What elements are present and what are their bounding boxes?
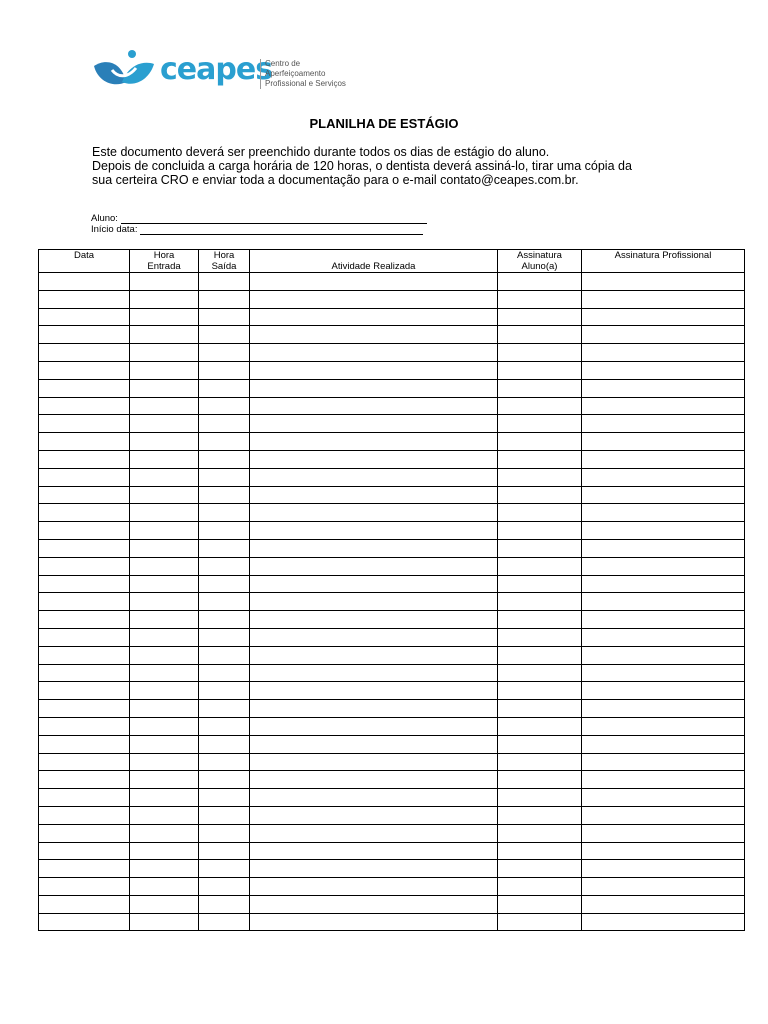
cell-hora-saida[interactable] — [199, 753, 250, 771]
cell-atividade[interactable] — [250, 878, 498, 896]
table-row — [39, 753, 745, 771]
cell-assinatura-aluno[interactable] — [498, 273, 582, 291]
cell-atividade[interactable] — [250, 504, 498, 522]
aluno-label: Aluno: — [91, 213, 118, 224]
cell-atividade[interactable] — [250, 753, 498, 771]
cell-data[interactable] — [39, 913, 130, 931]
table-row — [39, 575, 745, 593]
cell-data[interactable] — [39, 326, 130, 344]
cell-hora-saida[interactable] — [199, 344, 250, 362]
cell-hora-entrada[interactable] — [130, 895, 199, 913]
cell-hora-saida[interactable] — [199, 486, 250, 504]
cell-assinatura-aluno[interactable] — [498, 717, 582, 735]
cell-atividade[interactable] — [250, 735, 498, 753]
table-row — [39, 611, 745, 629]
cell-atividade[interactable] — [250, 397, 498, 415]
cell-assinatura-profissional[interactable] — [582, 415, 745, 433]
col-header-data: Data — [39, 250, 130, 273]
cell-assinatura-aluno[interactable] — [498, 735, 582, 753]
col-header-atividade: Atividade Realizada — [250, 250, 498, 273]
inicio-data-label: Início data: — [91, 224, 138, 235]
col-header-hora-saida: Hora Saída — [199, 250, 250, 273]
cell-assinatura-profissional[interactable] — [582, 575, 745, 593]
cell-hora-entrada[interactable] — [130, 486, 199, 504]
cell-data[interactable] — [39, 664, 130, 682]
cell-assinatura-aluno[interactable] — [498, 771, 582, 789]
cell-atividade[interactable] — [250, 575, 498, 593]
cell-assinatura-profissional[interactable] — [582, 895, 745, 913]
cell-atividade[interactable] — [250, 468, 498, 486]
cell-hora-entrada[interactable] — [130, 468, 199, 486]
table-row — [39, 842, 745, 860]
cell-hora-saida[interactable] — [199, 771, 250, 789]
cell-assinatura-profissional[interactable] — [582, 379, 745, 397]
cell-hora-saida[interactable] — [199, 522, 250, 540]
table-row — [39, 682, 745, 700]
cell-atividade[interactable] — [250, 913, 498, 931]
cell-hora-saida[interactable] — [199, 557, 250, 575]
cell-assinatura-aluno[interactable] — [498, 326, 582, 344]
cell-assinatura-profissional[interactable] — [582, 593, 745, 611]
cell-atividade[interactable] — [250, 415, 498, 433]
cell-atividade[interactable] — [250, 486, 498, 504]
cell-assinatura-aluno[interactable] — [498, 450, 582, 468]
cell-assinatura-aluno[interactable] — [498, 379, 582, 397]
cell-hora-saida[interactable] — [199, 913, 250, 931]
cell-assinatura-profissional[interactable] — [582, 628, 745, 646]
inicio-data-field — [91, 224, 423, 235]
table-row — [39, 646, 745, 664]
cell-assinatura-aluno[interactable] — [498, 361, 582, 379]
col-header-assinatura-profissional: Assinatura Profissional — [582, 250, 745, 273]
col-header-hora-entrada: Hora Entrada — [130, 250, 199, 273]
table-row — [39, 771, 745, 789]
cell-hora-entrada[interactable] — [130, 860, 199, 878]
cell-hora-entrada[interactable] — [130, 753, 199, 771]
cell-hora-saida[interactable] — [199, 806, 250, 824]
cell-assinatura-aluno[interactable] — [498, 344, 582, 362]
cell-hora-saida[interactable] — [199, 842, 250, 860]
cell-assinatura-profissional[interactable] — [582, 789, 745, 807]
cell-hora-entrada[interactable] — [130, 290, 199, 308]
table-row — [39, 273, 745, 291]
cell-atividade[interactable] — [250, 895, 498, 913]
cell-assinatura-profissional[interactable] — [582, 433, 745, 451]
cell-atividade[interactable] — [250, 450, 498, 468]
cell-assinatura-profissional[interactable] — [582, 326, 745, 344]
table-row — [39, 361, 745, 379]
cell-data[interactable] — [39, 308, 130, 326]
cell-hora-entrada[interactable] — [130, 789, 199, 807]
table-row — [39, 504, 745, 522]
brand-name: ceapes — [160, 52, 273, 87]
cell-assinatura-profissional[interactable] — [582, 913, 745, 931]
cell-hora-entrada[interactable] — [130, 628, 199, 646]
cell-hora-entrada[interactable] — [130, 842, 199, 860]
cell-hora-saida[interactable] — [199, 664, 250, 682]
cell-hora-saida[interactable] — [199, 397, 250, 415]
cell-data[interactable] — [39, 522, 130, 540]
cell-assinatura-aluno[interactable] — [498, 842, 582, 860]
cell-atividade[interactable] — [250, 806, 498, 824]
table-row — [39, 344, 745, 362]
cell-hora-entrada[interactable] — [130, 717, 199, 735]
cell-atividade[interactable] — [250, 860, 498, 878]
cell-hora-saida[interactable] — [199, 735, 250, 753]
cell-assinatura-profissional[interactable] — [582, 361, 745, 379]
cell-hora-entrada[interactable] — [130, 397, 199, 415]
cell-assinatura-profissional[interactable] — [582, 450, 745, 468]
cell-atividade[interactable] — [250, 290, 498, 308]
table-row — [39, 450, 745, 468]
cell-hora-saida[interactable] — [199, 379, 250, 397]
cell-assinatura-aluno[interactable] — [498, 611, 582, 629]
cell-data[interactable] — [39, 824, 130, 842]
cell-assinatura-aluno[interactable] — [498, 700, 582, 718]
cell-data[interactable] — [39, 539, 130, 557]
cell-assinatura-aluno[interactable] — [498, 539, 582, 557]
cell-data[interactable] — [39, 433, 130, 451]
cell-hora-saida[interactable] — [199, 717, 250, 735]
cell-hora-saida[interactable] — [199, 860, 250, 878]
cell-data[interactable] — [39, 860, 130, 878]
cell-hora-saida[interactable] — [199, 700, 250, 718]
cell-atividade[interactable] — [250, 308, 498, 326]
cell-hora-entrada[interactable] — [130, 735, 199, 753]
cell-hora-entrada[interactable] — [130, 664, 199, 682]
cell-hora-entrada[interactable] — [130, 913, 199, 931]
cell-assinatura-aluno[interactable] — [498, 789, 582, 807]
cell-assinatura-aluno[interactable] — [498, 593, 582, 611]
cell-data[interactable] — [39, 273, 130, 291]
table-row — [39, 539, 745, 557]
cell-hora-entrada[interactable] — [130, 379, 199, 397]
internship-log-table — [38, 249, 745, 931]
instructions — [92, 145, 692, 187]
cell-hora-saida[interactable] — [199, 361, 250, 379]
cell-assinatura-profissional[interactable] — [582, 397, 745, 415]
cell-atividade[interactable] — [250, 646, 498, 664]
cell-assinatura-aluno[interactable] — [498, 895, 582, 913]
cell-data[interactable] — [39, 486, 130, 504]
table-row — [39, 308, 745, 326]
cell-hora-saida[interactable] — [199, 308, 250, 326]
cell-hora-saida[interactable] — [199, 575, 250, 593]
cell-hora-saida[interactable] — [199, 450, 250, 468]
cell-atividade[interactable] — [250, 522, 498, 540]
cell-assinatura-profissional[interactable] — [582, 646, 745, 664]
cell-atividade[interactable] — [250, 433, 498, 451]
cell-data[interactable] — [39, 450, 130, 468]
cell-data[interactable] — [39, 717, 130, 735]
cell-atividade[interactable] — [250, 557, 498, 575]
cell-hora-saida[interactable] — [199, 273, 250, 291]
cell-atividade[interactable] — [250, 771, 498, 789]
cell-hora-entrada[interactable] — [130, 682, 199, 700]
cell-atividade[interactable] — [250, 700, 498, 718]
cell-assinatura-aluno[interactable] — [498, 878, 582, 896]
cell-hora-entrada[interactable] — [130, 593, 199, 611]
table-row — [39, 895, 745, 913]
aluno-blank-line[interactable] — [121, 215, 427, 224]
table-body — [39, 273, 745, 931]
cell-data[interactable] — [39, 682, 130, 700]
cell-hora-saida[interactable] — [199, 895, 250, 913]
table-row — [39, 397, 745, 415]
cell-atividade[interactable] — [250, 824, 498, 842]
cell-assinatura-aluno[interactable] — [498, 308, 582, 326]
cell-assinatura-profissional[interactable] — [582, 611, 745, 629]
cell-assinatura-profissional[interactable] — [582, 735, 745, 753]
cell-atividade[interactable] — [250, 539, 498, 557]
table-row — [39, 913, 745, 931]
ceapes-logo — [92, 48, 362, 92]
cell-assinatura-aluno[interactable] — [498, 646, 582, 664]
cell-data[interactable] — [39, 842, 130, 860]
cell-assinatura-aluno[interactable] — [498, 575, 582, 593]
cell-assinatura-aluno[interactable] — [498, 415, 582, 433]
cell-data[interactable] — [39, 611, 130, 629]
cell-assinatura-aluno[interactable] — [498, 860, 582, 878]
cell-data[interactable] — [39, 878, 130, 896]
cell-hora-saida[interactable] — [199, 682, 250, 700]
cell-hora-saida[interactable] — [199, 504, 250, 522]
cell-hora-saida[interactable] — [199, 433, 250, 451]
table-row — [39, 789, 745, 807]
cell-data[interactable] — [39, 700, 130, 718]
cell-data[interactable] — [39, 735, 130, 753]
cell-hora-entrada[interactable] — [130, 326, 199, 344]
cell-atividade[interactable] — [250, 326, 498, 344]
table-row — [39, 824, 745, 842]
cell-atividade[interactable] — [250, 593, 498, 611]
table-row — [39, 468, 745, 486]
cell-data[interactable] — [39, 557, 130, 575]
cell-atividade[interactable] — [250, 628, 498, 646]
instructions-line: sua certeira CRO e enviar toda a documentação para o e-mail contato@ceapes.com.br. — [92, 173, 579, 187]
cell-hora-entrada[interactable] — [130, 308, 199, 326]
instructions-line: Este documento deverá ser preenchido durante todos os dias de estágio do aluno. — [92, 145, 550, 159]
cell-assinatura-aluno[interactable] — [498, 664, 582, 682]
cell-hora-saida[interactable] — [199, 468, 250, 486]
cell-hora-entrada[interactable] — [130, 878, 199, 896]
cell-assinatura-aluno[interactable] — [498, 290, 582, 308]
cell-hora-saida[interactable] — [199, 326, 250, 344]
cell-data[interactable] — [39, 468, 130, 486]
cell-atividade[interactable] — [250, 379, 498, 397]
cell-assinatura-profissional[interactable] — [582, 717, 745, 735]
table-row — [39, 806, 745, 824]
cell-assinatura-aluno[interactable] — [498, 557, 582, 575]
cell-data[interactable] — [39, 646, 130, 664]
cell-data[interactable] — [39, 789, 130, 807]
cell-hora-entrada[interactable] — [130, 771, 199, 789]
cell-data[interactable] — [39, 895, 130, 913]
cell-assinatura-aluno[interactable] — [498, 628, 582, 646]
cell-hora-entrada[interactable] — [130, 361, 199, 379]
cell-assinatura-profissional[interactable] — [582, 806, 745, 824]
cell-hora-saida[interactable] — [199, 878, 250, 896]
cell-hora-entrada[interactable] — [130, 646, 199, 664]
cell-hora-saida[interactable] — [199, 290, 250, 308]
inicio-data-blank-line[interactable] — [140, 226, 423, 235]
cell-assinatura-profissional[interactable] — [582, 522, 745, 540]
cell-hora-entrada[interactable] — [130, 450, 199, 468]
table-row — [39, 628, 745, 646]
cell-assinatura-aluno[interactable] — [498, 824, 582, 842]
cell-hora-entrada[interactable] — [130, 611, 199, 629]
table-row — [39, 290, 745, 308]
cell-atividade[interactable] — [250, 664, 498, 682]
cell-assinatura-aluno[interactable] — [498, 504, 582, 522]
cell-hora-entrada[interactable] — [130, 415, 199, 433]
cell-atividade[interactable] — [250, 344, 498, 362]
cell-hora-entrada[interactable] — [130, 504, 199, 522]
cell-assinatura-profissional[interactable] — [582, 539, 745, 557]
cell-atividade[interactable] — [250, 789, 498, 807]
cell-assinatura-aluno[interactable] — [498, 806, 582, 824]
cell-assinatura-profissional[interactable] — [582, 557, 745, 575]
cell-atividade[interactable] — [250, 273, 498, 291]
cell-hora-saida[interactable] — [199, 593, 250, 611]
table-row — [39, 486, 745, 504]
table-row — [39, 878, 745, 896]
cell-hora-saida[interactable] — [199, 824, 250, 842]
cell-hora-entrada[interactable] — [130, 575, 199, 593]
cell-assinatura-aluno[interactable] — [498, 468, 582, 486]
cell-assinatura-profissional[interactable] — [582, 504, 745, 522]
cell-assinatura-aluno[interactable] — [498, 397, 582, 415]
cell-assinatura-profissional[interactable] — [582, 290, 745, 308]
table-row — [39, 557, 745, 575]
cell-assinatura-aluno[interactable] — [498, 913, 582, 931]
cell-assinatura-aluno[interactable] — [498, 682, 582, 700]
cell-hora-entrada[interactable] — [130, 433, 199, 451]
cell-hora-entrada[interactable] — [130, 539, 199, 557]
cell-assinatura-profissional[interactable] — [582, 878, 745, 896]
cell-hora-saida[interactable] — [199, 789, 250, 807]
cell-data[interactable] — [39, 379, 130, 397]
table-row — [39, 522, 745, 540]
table-row — [39, 326, 745, 344]
cell-assinatura-profissional[interactable] — [582, 824, 745, 842]
cell-hora-entrada[interactable] — [130, 824, 199, 842]
cell-data[interactable] — [39, 771, 130, 789]
table-row — [39, 415, 745, 433]
cell-hora-entrada[interactable] — [130, 700, 199, 718]
cell-data[interactable] — [39, 504, 130, 522]
cell-assinatura-profissional[interactable] — [582, 344, 745, 362]
table-row — [39, 860, 745, 878]
table-row — [39, 593, 745, 611]
table-row — [39, 379, 745, 397]
cell-hora-saida[interactable] — [199, 539, 250, 557]
cell-hora-entrada[interactable] — [130, 806, 199, 824]
cell-assinatura-profissional[interactable] — [582, 468, 745, 486]
cell-atividade[interactable] — [250, 842, 498, 860]
cell-data[interactable] — [39, 593, 130, 611]
cell-data[interactable] — [39, 290, 130, 308]
cell-assinatura-profissional[interactable] — [582, 682, 745, 700]
instructions-line: Depois de concluida a carga horária de 120 horas, o dentista deverá assiná-lo, tirar uma cópia da — [92, 159, 632, 173]
cell-hora-entrada[interactable] — [130, 557, 199, 575]
cell-hora-entrada[interactable] — [130, 344, 199, 362]
cell-hora-entrada[interactable] — [130, 522, 199, 540]
cell-data[interactable] — [39, 344, 130, 362]
table-header-row — [39, 250, 745, 273]
cell-atividade[interactable] — [250, 717, 498, 735]
cell-assinatura-profissional[interactable] — [582, 753, 745, 771]
cell-hora-saida[interactable] — [199, 415, 250, 433]
cell-hora-saida[interactable] — [199, 628, 250, 646]
cell-assinatura-aluno[interactable] — [498, 486, 582, 504]
cell-assinatura-profissional[interactable] — [582, 308, 745, 326]
table-row — [39, 433, 745, 451]
cell-assinatura-profissional[interactable] — [582, 842, 745, 860]
cell-data[interactable] — [39, 575, 130, 593]
cell-data[interactable] — [39, 753, 130, 771]
col-header-assinatura-aluno: Assinatura Aluno(a) — [498, 250, 582, 273]
cell-atividade[interactable] — [250, 611, 498, 629]
cell-hora-saida[interactable] — [199, 611, 250, 629]
brand-subtitle: Centro de Aperfeiçoamento Profissional e Serviços — [260, 59, 362, 89]
cell-assinatura-profissional[interactable] — [582, 860, 745, 878]
cell-data[interactable] — [39, 806, 130, 824]
cell-assinatura-profissional[interactable] — [582, 486, 745, 504]
cell-data[interactable] — [39, 361, 130, 379]
cell-assinatura-profissional[interactable] — [582, 700, 745, 718]
table-row — [39, 700, 745, 718]
cell-data[interactable] — [39, 397, 130, 415]
cell-atividade[interactable] — [250, 361, 498, 379]
cell-hora-entrada[interactable] — [130, 273, 199, 291]
ceapes-symbol-icon — [92, 48, 156, 92]
table-row — [39, 717, 745, 735]
aluno-field — [91, 213, 427, 224]
cell-assinatura-profissional[interactable] — [582, 664, 745, 682]
table-row — [39, 664, 745, 682]
cell-atividade[interactable] — [250, 682, 498, 700]
cell-data[interactable] — [39, 628, 130, 646]
page-title: PLANILHA DE ESTÁGIO — [309, 116, 459, 131]
cell-assinatura-aluno[interactable] — [498, 433, 582, 451]
cell-data[interactable] — [39, 415, 130, 433]
cell-assinatura-profissional[interactable] — [582, 771, 745, 789]
cell-assinatura-aluno[interactable] — [498, 753, 582, 771]
cell-assinatura-aluno[interactable] — [498, 522, 582, 540]
cell-assinatura-profissional[interactable] — [582, 273, 745, 291]
table-row — [39, 735, 745, 753]
cell-hora-saida[interactable] — [199, 646, 250, 664]
